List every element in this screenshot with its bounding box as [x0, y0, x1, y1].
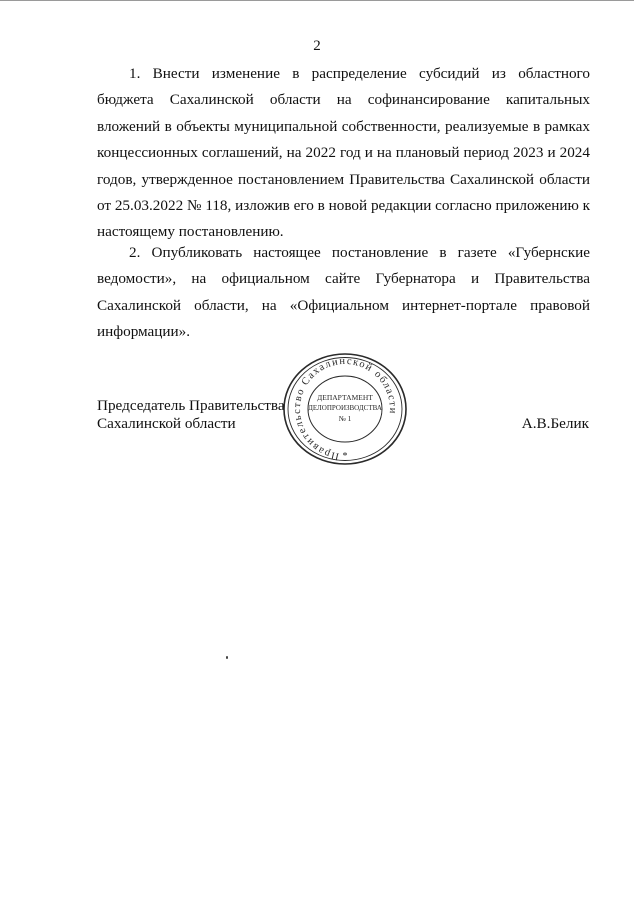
seal-ring-textpath: Правительство Сахалинской области — [291, 355, 399, 462]
page-number: 2 — [313, 38, 321, 54]
official-seal-stamp — [279, 350, 411, 468]
signatory-position — [97, 397, 285, 433]
seal-center-line-1: ДЕПАРТАМЕНТ — [317, 393, 373, 402]
page-top-edge-line — [0, 0, 634, 1]
paragraph-1: 1. Внести изменение в распределение субсидий из областного бюджета Сахалинской области на софинансирование капитальных вложений в объекты муниципальной собственности, реализуемые в рамках концессионных соглашений, на 2022 год и на плановый период 2023 и 2024 годов, утвержденное постановлением Правительства Сахалинской области от 25.03.2022 № 118, изложив его в новой редакции согласно приложению к настоящему постановлению. — [97, 65, 590, 241]
signatory-position-line-2: Сахалинской области — [97, 415, 236, 432]
seal-star: * — [342, 451, 348, 462]
scan-speck — [226, 656, 228, 659]
signatory-name: А.В.Белик — [521, 415, 589, 432]
seal-center-line-3: № 1 — [338, 414, 352, 423]
seal-center-line-2: ДЕЛОПРОИЗВОДСТВА — [308, 404, 382, 412]
paragraph-2: 2. Опубликовать настоящее постановление в газете «Губернские ведомости», на официальном сайте Губернатора и Правительства Сахалинской области, на «Официальном интернет-портале правовой информации». — [97, 244, 590, 341]
signatory-position-line-1: Председатель Правительства — [97, 397, 285, 414]
